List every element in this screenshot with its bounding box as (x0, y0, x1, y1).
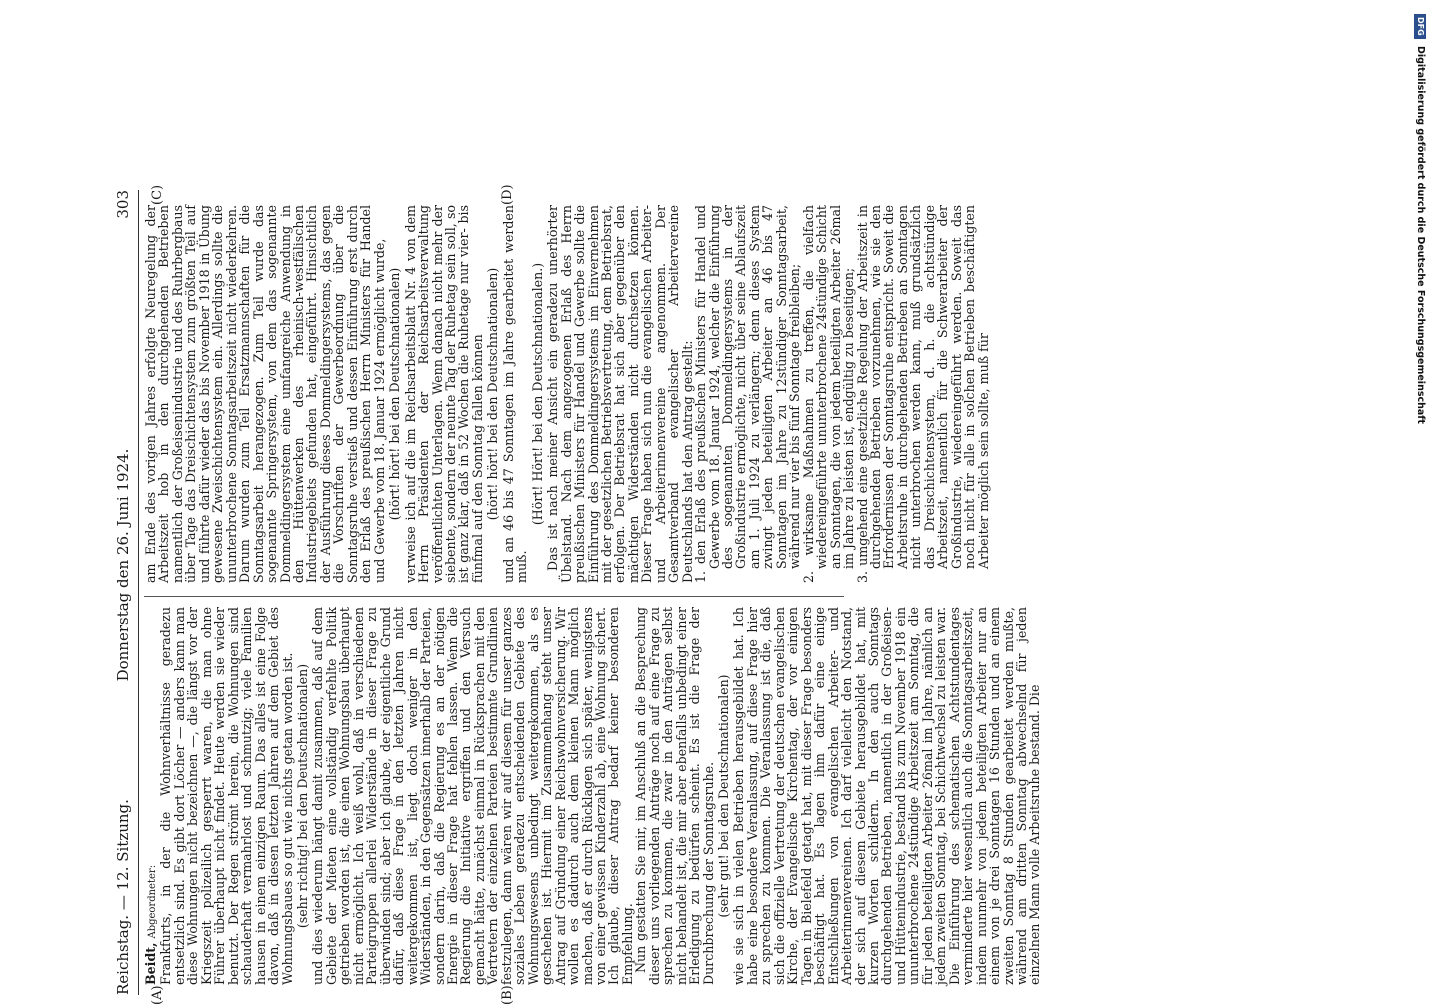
interjection: (hört! hört! bei den Deutschnationalen) (387, 267, 403, 521)
column-separator (144, 596, 844, 597)
list-item: 1. den Erlaß des preußischen Ministers für Handel und Gewerbe vom 18. Januar 1924, welcher die Einführung des sogenannten Dommeldingersystems in der Großindustrie ermöglichte, nicht über seine Ablaufszeit am 1. Juli 1924 zu verlängern; denn dieses System zwingt jeden beteiligten Arbeiter an 46 bis 47 Sonntagen im Jahre zu 12stündiger Sonntagsarbeit, während nur vier bis fünf Sonntage freibleiben; (693, 205, 803, 583)
interjection: (sehr gut! bei den Deutschnationalen) (716, 674, 732, 918)
margin-letter-c: (C) (150, 184, 165, 205)
header-rule (138, 190, 139, 995)
page-header (110, 190, 136, 995)
paragraph: und dies wiederum hängt damit zusammen, daß auf dem Gebiete der Mieten eine vollständig verfehlte Politik getrieben worden ist, die einen Wohnungsbau überhaupt nicht ermöglicht. Ich weiß wohl, daß in verschiedenen Parteigruppen allerlei Widerstände in dieser Frage zu überwinden sind; aber ich glaube, der eigentliche Grund dafür, daß diese Frage in den letzten Jahren nicht weitergekommen ist, liegt doch weniger in den Widerständen, in den Gegensätzen innerhalb der Parteien, sondern darin, daß die Regierung es an der nötigen Energie in dieser Frage hat fehlen lassen. Wenn die Regierung die Initiative ergriffen und den Versuch gemacht hätte, zunächst einmal in Rücksprachen mit den Vertretern der einzelnen Parteien bestimmte Grundlinien festzulegen, dann wären wir auf diesem für unser ganzes soziales Leben geradezu entscheidenden Gebiete des Wohnungswesens unbedingt weitergekommen, als es geschehen ist. Hiermit im Zusammenhang steht unser Antrag auf Gründung einer Reichswohnversicherung. Wir wollen es dadurch auch dem kleinen Mann möglich machen, daß er durch Rücklagen sich später, wenigstens von einer gewissen Kinderzahl ab, eine Wohnung sichert. Ich glaube, dieser Antrag bedarf keiner besonderen Empfehlung. (310, 607, 635, 985)
header-date: Donnerstag den 26. Juni 1924. (114, 448, 132, 682)
interjection: (sehr richtig! bei den Deutschnationalen) (294, 663, 310, 929)
paragraph: Nun gestatten Sie mir, im Anschluß an die Besprechung dieser uns vorliegenden Anträge noch auf eine Frage zu sprechen zu kommen, die zwar in den Anträgen selbst nicht behandelt ist, die mir aber ebenfalls unbedingt einer Erledigung zu bedürfen scheint. Es ist die Frage der Durchbrechung der Sonntagsruhe. (633, 607, 716, 985)
paragraph: Das ist nach meiner Ansicht ein geradezu unerhörter Übelstand. Nach dem angezogenen Erlaß des Herrn preußischen Ministers für Handel und Gewerbe sollte die Einführung des Dommeldingersystems im Einvernehmen mit der gesetzlichen Betriebsvertretung, dem Betriebsrat, erfolgen. Der Betriebsrat hat sich aber gegenüber den mächtigen Widerständen nicht durchsetzen können. Dieser Frage haben sich nun die evangelischen Arbeiter- und Arbeiterinnenvereine angenommen. Der Gesamtverband evangelischer Arbeitervereine Deutschlands hat den Antrag gestellt: (545, 205, 695, 583)
margin-letter-d: (D) (500, 184, 515, 205)
paragraph: und an 46 bis 47 Sonntagen im Jahre gearbeitet werden muß. (500, 205, 530, 583)
text-column-right (143, 205, 991, 583)
list-item: 3. umgehend eine gesetzliche Regelung der Arbeitszeit in durchgehenden Betrieben vorzunehmen, wie sie den Erfordernissen der Sonntagsruhe entspricht. Soweit die Arbeitsruhe in durchgehenden Betrieben an Sonntagen nicht unterbrochen werden kann, muß grundsätzlich das Dreischichtensystem, d. h. die achtstündige Arbeitszeit, namentlich für die Schwerarbeiter der Großindustrie, wiedereingeführt werden. Soweit das noch nicht für alle in solchen Betrieben beschäftigten Arbeiter möglich sein sollte, muß für (854, 205, 991, 583)
speaker-role: Abgeordneter: (147, 864, 158, 939)
margin-letter-b: (B) (500, 985, 515, 1005)
list-item: 2. wirksame Maßnahmen zu treffen, die vielfach wiedereingeführte ununterbrochene 24stündige Schicht an Sonntagen, die von jedem beteiligten Arbeiter 26mal im Jahre zu leisten ist, endgültig zu beseitigen; (800, 205, 857, 583)
paragraph: wie sie sich in vielen Betrieben herausgebildet hat. Ich habe eine besondere Veranlassung, auf diese Frage hier zu sprechen zu kommen. Die Veranlassung ist die, daß sich die offizielle Vertretung der deutschen evangelischen Kirche, der Evangelische Kirchentag, der vor einigen Tagen in Bielefeld getagt hat, mit dieser Frage besonders beschäftigt hat. Es lagen ihm dafür eine einige Entschließungen von evangelischen Arbeiter- und Arbeiterinnenvereinen. Ich darf vielleicht den Notstand, der sich auf diesem Gebiete herausgebildet hat, mit kurzen Worten schildern. In den auch Sonntags durchgehenden Betrieben, namentlich in der Großeisen- und Hüttenindustrie, bestand bis zum November 1918 ein ununterbrochene 24stündige Arbeitszeit am Sonntag, die für jeden beteiligten Arbeiter 26mal im Jahre, nämlich an jedem zweiten Sonntag, bei Schichtwechsel zu leisten war. Die Einführung des schematischen Achtstundentages verminderte hier wesentlich auch die Sonntagsarbeitszeit, indem nunmehr von jedem beteiligten Arbeiter nur an einem von je drei Sonntagen 16 Stunden und an einem zweiten Sonntag 8 Stunden gearbeitet werden mußte, während am dritten Sonntag abwechselnd für jeden einzelnen Mann volle Arbeitsruhe bestand. Die (731, 607, 1043, 985)
paragraph: am Ende des vorigen Jahres erfolgte Neuregelung der Arbeitszeit hob in den durchgehenden Betrieben namentlich der Großeisenindustrie und des Ruhrbergbaus über Tage das Dreischichtensystem zum größten Teil auf und führte dafür wieder das bis November 1918 in Übung gewesene Zweischichtensystem ein. Allerdings sollte die ununterbrochene Sonntagsarbeitszeit nicht wiederkehren. Darum wurden zum Teil Ersatzmannschaften für die Sonntagsarbeit herangezogen. Zum Teil wurde das sogenannte Springersystem, von dem das sogenannte Dommeldingersystem eine umfangreiche Anwendung in den Hüttenwerken des rheinisch-westfälischen Industriegebiets gefunden hat, eingeführt. Hinsichtlich der Ausführung dieses Dommeldingersystems, das gegen die Vorschriften der Gewerbeordnung über die Sonntagsruhe verstieß und dessen Einführung erst durch den Erlaß des preußischen Herrn Ministers für Handel und Gewerbe vom 18. Januar 1924 ermöglicht wurde, (143, 205, 387, 583)
page-number: 303 (114, 190, 132, 219)
document-page (110, 184, 1043, 1005)
paragraph: verweise ich auf die im Reichsarbeitsblatt Nr. 4 von dem Herrn Präsidenten der Reichsarbeitsverwaltung veröffentlichten Unterlagen. Wenn danach nicht mehr der siebente, sondern der neunte Tag der Ruhetag sein soll, so ist ganz klar, daß in 52 Wochen die Ruhetage nur vier- bis fünfmal auf den Sonntag fallen können (402, 205, 485, 583)
text-column-left (143, 607, 1043, 985)
speaker-name: Beidt, (143, 942, 158, 985)
paragraph: Frankfurts, in der die Wohnverhältnisse geradezu entsetzlich sind. Es gibt dort Löcher — anders kann man diese Wohnungen nicht bezeichnen —, die längst vor der Kriegszeit polizeilich gesperrt waren, die man ohne Führer überhaupt nicht findet. Heute werden sie wieder benutzt. Der Regen strömt herein, die Wohnungen sind schauderhaft vermahrlost und schmutzig; viele Familien hausen in einem einzigen Raum. Das alles ist eine Folge davon, daß in diesen letzten Jahren auf dem Gebiet des Wohnungsbaues so gut wie nichts getan worden ist. (158, 607, 295, 985)
dfg-logo: DFG (1414, 14, 1426, 39)
digitization-credit (1412, 14, 1428, 574)
margin-letter-a: (A) (150, 985, 165, 1005)
interjection: (hört! hört! bei den Deutschnationalen) (485, 267, 501, 521)
header-left: Reichstag. — 12. Sitzung. (114, 799, 132, 995)
interjection: (Hört! Hört! bei den Deutschnationalen.) (529, 262, 545, 526)
speaker-line (144, 607, 159, 985)
credit-text: Digitalisierung gefördert durch die Deutsche Forschungsgemeinschaft (1415, 45, 1426, 424)
